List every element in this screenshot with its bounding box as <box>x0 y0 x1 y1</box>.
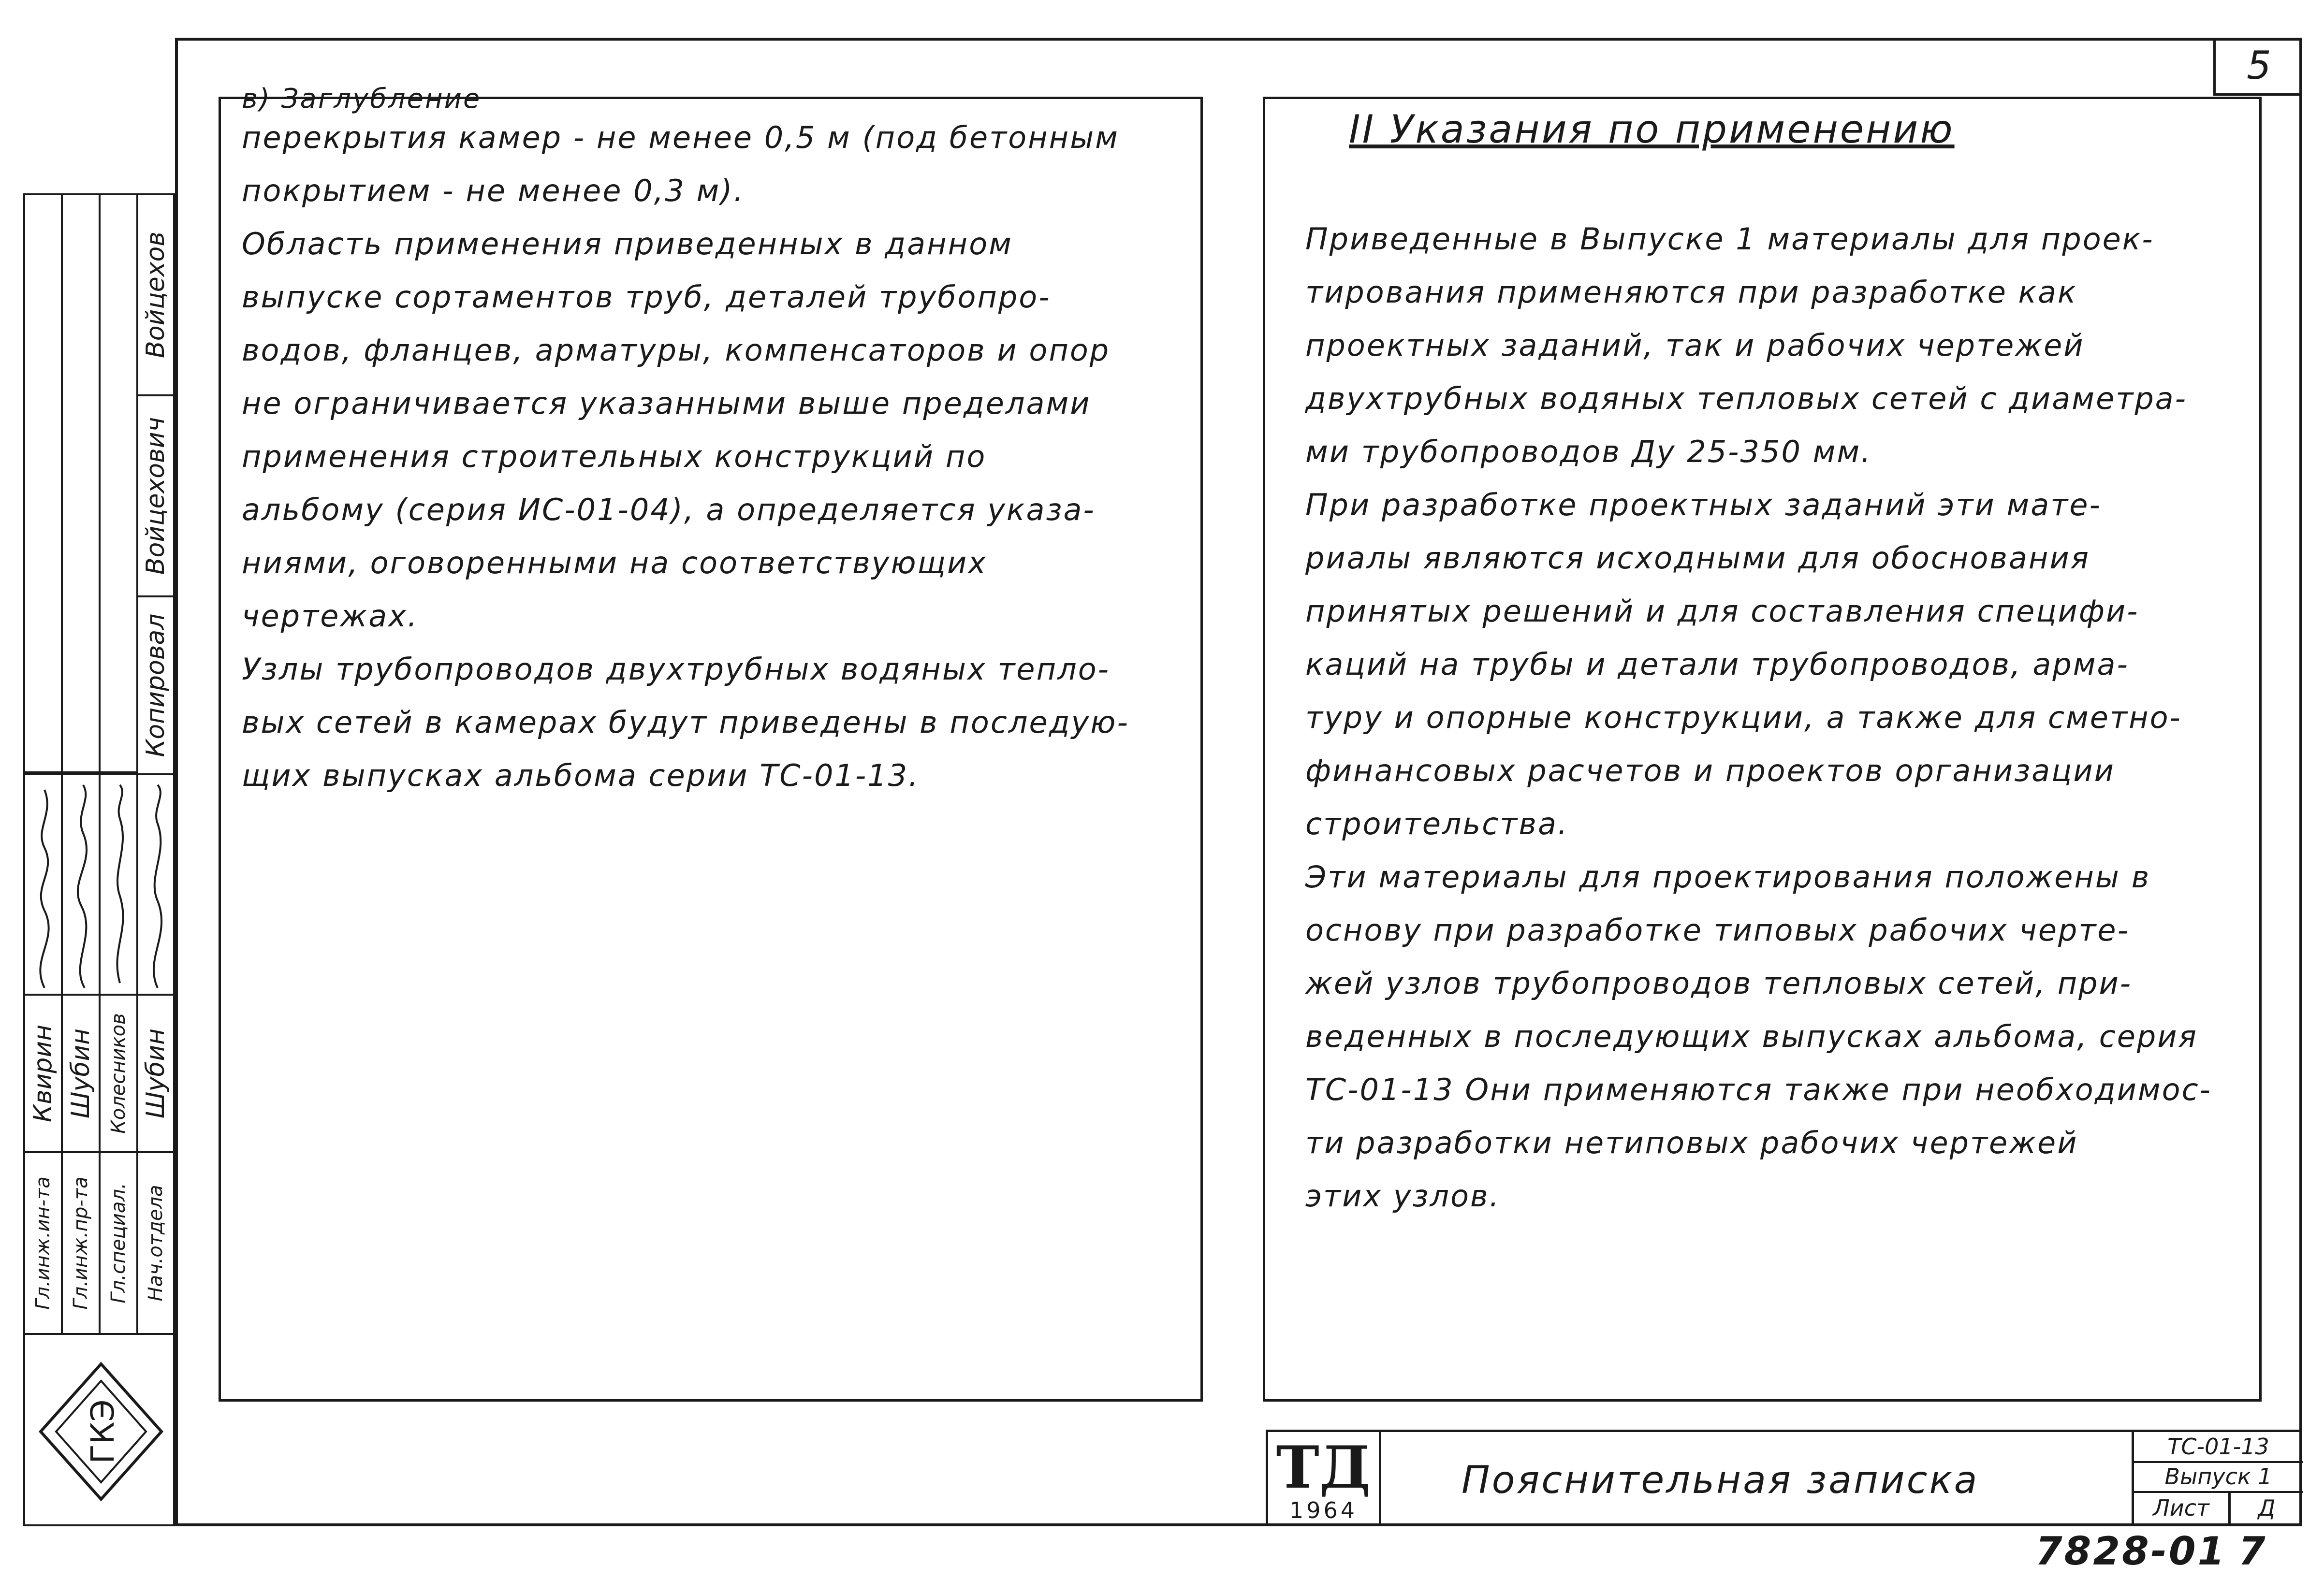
left-line: перекрытия камер - не менее 0,5 м (под бетонным <box>242 120 1119 155</box>
right-line: Эти материалы для проектирования положены в <box>1305 859 2151 895</box>
footer-page: 7 <box>2238 1529 2266 1574</box>
td-year: 1964 <box>1289 1497 1358 1523</box>
title-block <box>1266 1430 2302 1526</box>
right-line: веденных в последующих выпусках альбома, серия <box>1305 1019 2198 1054</box>
sidebar-blank-cell <box>99 193 138 773</box>
left-line: водов, фланцев, арматуры, компенсаторов и опор <box>242 333 1111 368</box>
gke-logo-icon <box>25 1335 175 1526</box>
right-line: ТС-01-13 Они применяются также при необходимос- <box>1305 1072 2212 1107</box>
role-4: Нач.отдела <box>145 1185 167 1302</box>
sidebar-blank-cell <box>61 193 101 773</box>
document-number: 7828-01 <box>2035 1529 2227 1574</box>
right-line: риалы являются исходными для обоснования <box>1305 540 2090 576</box>
document-title: Пояснительная записка <box>1462 1459 1979 1502</box>
left-line: вых сетей в камерах будут приведены в последую- <box>242 705 1129 740</box>
left-line: в) Заглубление <box>242 83 482 115</box>
left-line: Узлы трубопроводов двухтрубных водяных тепло- <box>242 652 1111 687</box>
left-line: щих выпусках альбома серии ТС-01-13. <box>242 758 920 793</box>
name-cell <box>23 994 63 1153</box>
left-line: применения строительных конструкций по <box>242 439 987 474</box>
td-mark <box>1268 1432 1381 1524</box>
right-line: проектных заданий, так и рабочих чертежей <box>1305 328 2085 363</box>
sidebar-upper-name <box>136 193 175 396</box>
right-line: двухтрубных водяных тепловых сетей с диаметра- <box>1305 381 2188 416</box>
right-line: принятых решений и для составления специфи- <box>1305 594 2139 629</box>
right-line: каций на трубы и детали трубопроводов, арма- <box>1305 647 2129 682</box>
role-1: Гл.инж.ин-та <box>32 1176 54 1310</box>
right-line: финансовых расчетов и проектов организации <box>1305 753 2115 788</box>
name-4: Шубин <box>141 1028 170 1119</box>
role-3: Гл.специал. <box>107 1183 130 1303</box>
upper-name-3: Копировал <box>141 613 170 757</box>
role-cell <box>61 1151 101 1335</box>
right-line: При разработке проектных заданий эти мате- <box>1305 487 2102 522</box>
name-cell <box>136 994 175 1153</box>
name-cell <box>61 994 101 1153</box>
issue-label: Выпуск 1 <box>2164 1463 2272 1490</box>
signature-scribble <box>63 775 101 996</box>
signature-cell <box>61 773 101 996</box>
sheet-value: Д <box>2258 1495 2276 1521</box>
name-1: Квирин <box>29 1024 58 1123</box>
logo-text: ГКЭ <box>84 1399 121 1464</box>
signature-cell <box>23 773 63 996</box>
right-line: строительства. <box>1305 806 1569 841</box>
td-label: ТД <box>1276 1434 1371 1502</box>
signature-cell <box>99 773 138 996</box>
signature-scribble <box>138 775 175 996</box>
name-cell <box>99 994 138 1153</box>
left-line: ниями, оговоренными на соответствующих <box>242 545 987 580</box>
left-text-block <box>242 82 1189 802</box>
upper-name-2: Войцехович <box>141 417 170 575</box>
sidebar-upper-name <box>136 394 175 597</box>
issue-cell <box>2132 1462 2303 1493</box>
signature-scribble <box>25 775 63 996</box>
right-line: основу при разработке типовых рабочих черте- <box>1305 912 2130 948</box>
upper-name-1: Войцехов <box>141 232 170 358</box>
sidebar-blank-cell <box>23 193 63 773</box>
sidebar-upper-name <box>136 595 175 775</box>
right-line: ми трубопроводов Ду 25-350 мм. <box>1305 434 1872 469</box>
left-line: покрытием - не менее 0,3 м). <box>242 173 745 208</box>
right-line: жей узлов трубопроводов тепловых сетей, при- <box>1305 966 2133 1001</box>
right-line: ти разработки нетиповых рабочих чертежей <box>1305 1125 2078 1160</box>
series-code: ТС-01-13 <box>2167 1434 2269 1460</box>
page-number: 5 <box>2213 38 2302 96</box>
left-line: альбому (серия ИС-01-04), а определяется указа- <box>242 492 1096 527</box>
left-line: чертежах. <box>242 598 419 634</box>
signature-scribble <box>101 775 138 996</box>
sheet-label-cell <box>2132 1492 2228 1524</box>
right-line: тирования применяются при разработке как <box>1305 275 2077 310</box>
series-cell <box>2132 1432 2303 1463</box>
right-text-block <box>1305 213 2253 1223</box>
role-cell <box>23 1151 63 1335</box>
name-3: Колесников <box>107 1013 130 1134</box>
right-line: туру и опорные конструкции, а также для сметно- <box>1305 700 2182 735</box>
sheet-label: Лист <box>2153 1495 2209 1521</box>
left-line: не ограничивается указанными выше пределами <box>242 386 1091 421</box>
right-line: этих узлов. <box>1305 1178 1501 1214</box>
role-cell <box>136 1151 175 1335</box>
name-2: Шубин <box>66 1028 95 1119</box>
left-line: выпуске сортаментов труб, деталей трубопро- <box>242 279 1051 315</box>
role-2: Гл.инж.пр-та <box>70 1176 92 1310</box>
left-line: Область применения приведенных в данном <box>242 226 1013 261</box>
role-cell <box>99 1151 138 1335</box>
sheet-value-cell <box>2228 1492 2303 1524</box>
logo-cell <box>23 1333 175 1526</box>
signature-cell <box>136 773 175 996</box>
signature-sidebar <box>23 193 175 1526</box>
right-line: Приведенные в Выпуске 1 материалы для проек- <box>1305 221 2154 257</box>
section-heading: II Указания по применению <box>1349 107 1955 152</box>
